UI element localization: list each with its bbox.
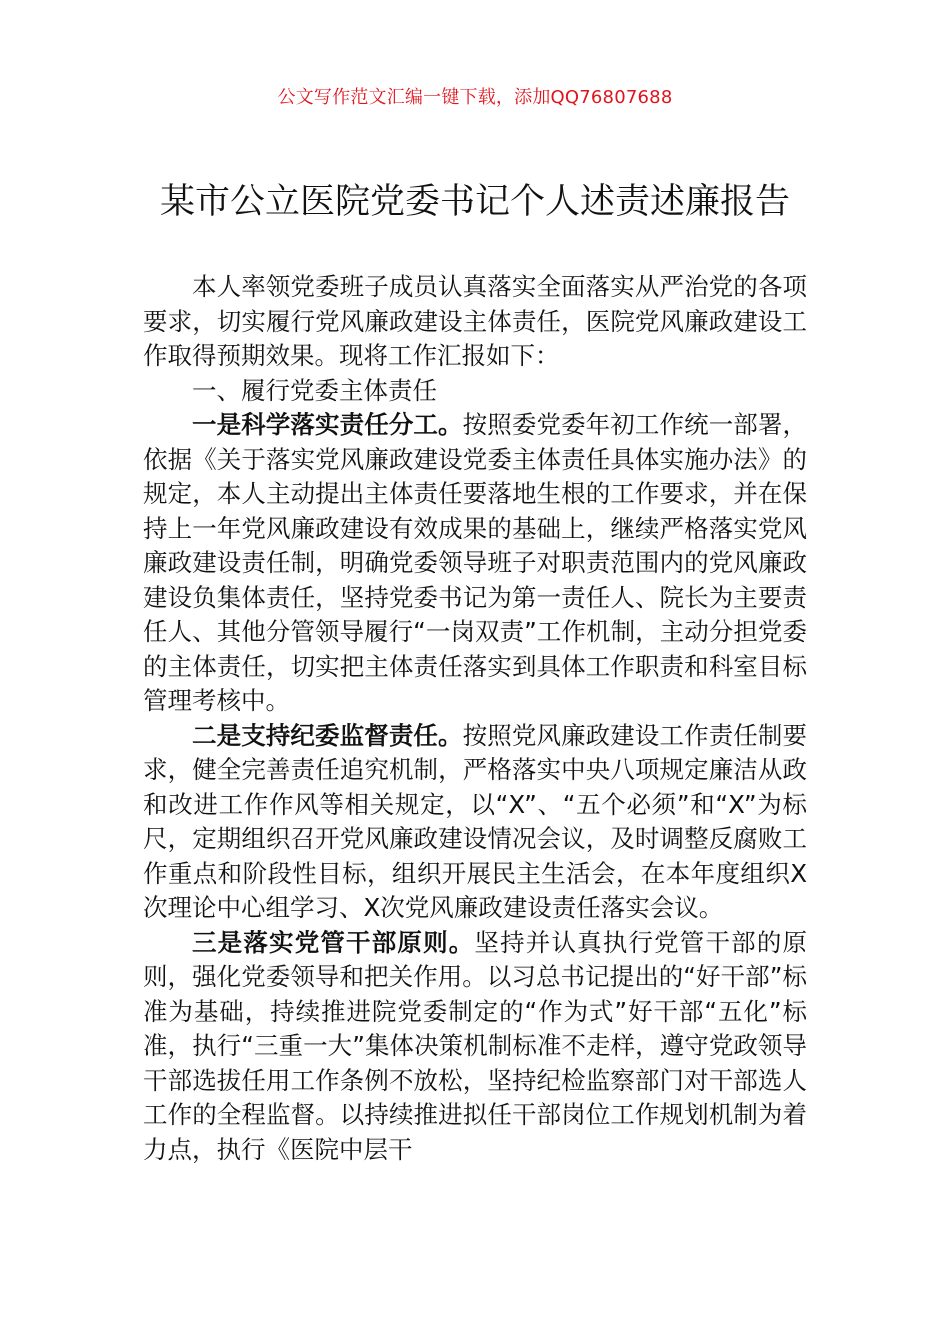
section-heading-1: 一、履行党委主体责任 (192, 375, 437, 405)
paragraph-lead: 三是落实党管干部原则。 (192, 927, 475, 957)
paragraph-responsibility-division (143, 408, 807, 719)
paragraph-text: 按照委党委年初工作统一部署，依据《关于落实党风廉政建设党委主体责任具体实施办法》的规定，本人主动提出主体责任要落地生根的工作要求，并在保持上一年党风廉政建设有效成果的基础上，继续严格落实党风廉政建设责任制，明确党委领导班子对职责范围内的党风廉政建设负集体责任，坚持党委书记为第一责任人、院长为主要责任人、其他分管领导履行“一岗双责”工作机制，主动分担党委的主体责任，切实把主体责任落实到具体工作职责和科室目标管理考核中。 (143, 410, 808, 715)
paragraph-discipline-supervision (143, 719, 807, 926)
paragraph-lead: 二是支持纪委监督责任。 (192, 720, 463, 750)
download-ad-banner: 公文写作范文汇编一键下载，添加QQ76807688 (277, 87, 673, 108)
document-title: 某市公立医院党委书记个人述责述廉报告 (159, 182, 790, 222)
document-body (143, 270, 807, 1167)
paragraph-cadre-management (143, 926, 807, 1168)
paragraph-text: 坚持并认真执行党管干部的原则，强化党委领导和把关作用。以习总书记提出的“好干部”标准为基础，持续推进院党委制定的“作为式”好干部“五化”标准，执行“三重一大”集体决策机制标准不走样，遵守党政领导干部选拔任用工作条例不放松，坚持纪检监察部门对干部选人工作的全程监督。以持续推进拟任干部岗位工作规划机制为着力点，执行《医院中层干 (143, 927, 808, 1164)
paragraph-lead: 一是科学落实责任分工。 (192, 410, 463, 439)
intro-paragraph: 本人率领党委班子成员认真落实全面落实从严治党的各项要求，切实履行党风廉政建设主体责任，医院党风廉政建设工作取得预期效果。现将工作汇报如下： (143, 272, 807, 370)
paragraph-text: 按照党风廉政建设工作责任制要求，健全完善责任追究机制，严格落实中央八项规定廉洁从政和改进工作作风等相关规定，以“X”、“五个必须”和“X”为标尺，定期组织召开党风廉政建设情况会议，及时调整反腐败工作重点和阶段性目标，组织开展民主生活会，在本年度组织X次理论中心组学习、X次党风廉政建设责任落实会议。 (143, 720, 808, 922)
